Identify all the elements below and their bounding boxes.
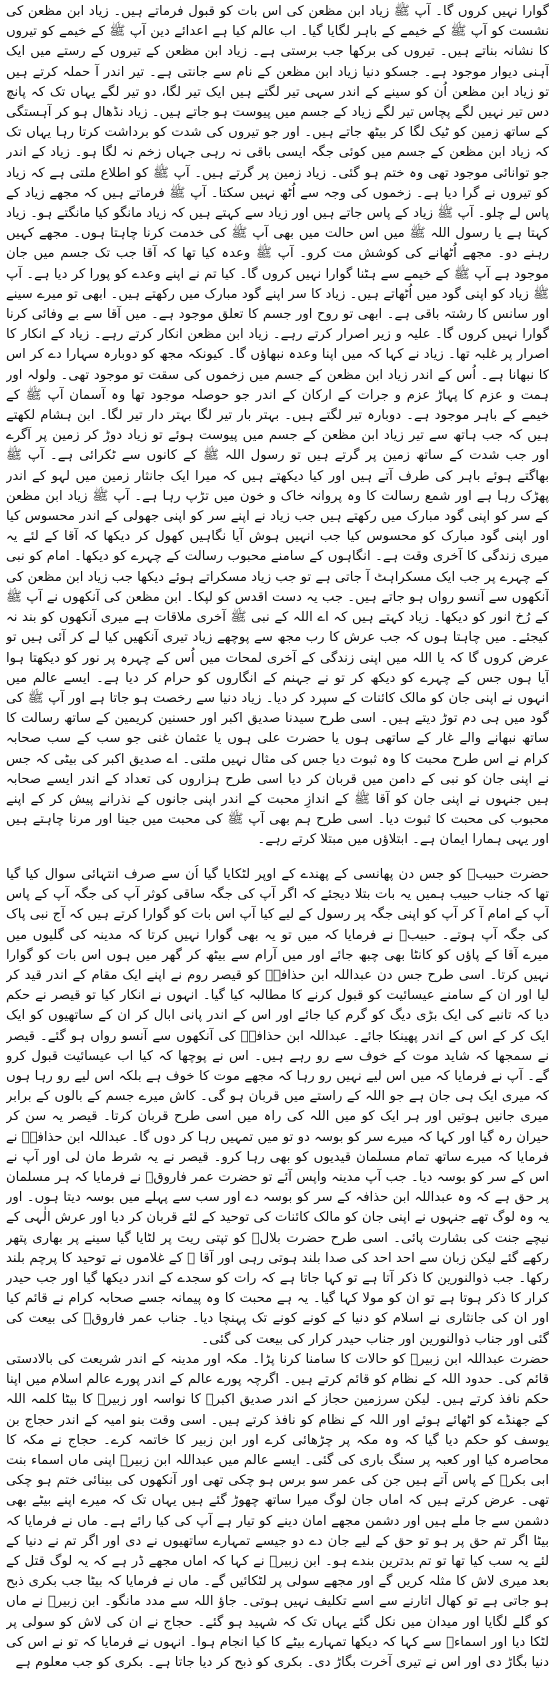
paragraph-3: حضرت عبداللہ ابن زبیرؓ کو حالات کا سامنا کرنا پڑا۔ مکہ اور مدینہ کے اندر شریعت کی بالادستی قائم کی۔ حدود اللہ کے نظام کو قائم کرتے ہیں۔ اگرچہ پورے عالم کے اندر پورے عالم اسلام میں اپنا حکم نافذ کرتے ہیں۔ لیکن سرزمین حجاز کے اندر صدیق اکبرؓ کا نواسہ اور زبیرؓ کا بیٹا کلمہ اللہ کے جھنڈے کو اٹھائے ہوئے اور اللہ کے نظام کو نافذ کرتے ہیں۔ اسی وقت بنو امیہ کے اندر حجاج بن یوسف کو حکم دیا گیا کہ وہ مکہ پر چڑھائی کرے اور ابن زبیر کا خاتمہ کرے۔ حجاج نے مکہ کا محاصرہ کیا اور کعبہ پر سنگ باری کی گئی۔ ایسے عالم میں عبداللہ ابن زبیرؓ اپنی ماں اسماء بنت ابی بکرؓ کے پاس آتے ہیں جن کی عمر سو برس ہو چکی تھی اور آنکھوں کی بینائی ختم ہو چکی تھی۔ عرض کرتے ہیں کہ اماں جان لوگ میرا ساتھ چھوڑ گئے ہیں یہاں تک کہ میرے اپنے بیٹے بھی دشمن سے جا ملے ہیں اور دشمن مجھے امان دینے کو تیار ہے آپ کی کیا رائے ہے۔ ماں نے فرمایا کہ بیٹا اگر تم حق پر ہو تو حق کے لیے جان دے دو جیسے تمہارے ساتھیوں نے دی اور اگر تم نے دنیا کے لئے یہ سب کیا تھا تو تم بدترین بندے ہو۔ ابن زبیرؓ نے کہا کہ اماں مجھے ڈر ہے کہ یہ لوگ قتل کے بعد میری لاش کا مثلہ کریں گے اور مجھے سولی پر لٹکائیں گے۔ ماں نے فرمایا کہ بیٹا جب بکری ذبح ہو جاتی ہے تو کھال اتارنے سے اسے تکلیف نہیں ہوتی۔ جاؤ اللہ سے مدد مانگو۔ ابن زبیرؓ نے ماں کو گلے لگایا اور میدان میں نکل گئے یہاں تک کہ شہید ہو گئے۔ حجاج نے ان کی لاش کو سولی پر لٹکا دیا اور اسماءؓ سے کہا کہ دیکھا تمہارے بیٹے کا کیا انجام ہوا۔ انہوں نے فرمایا کہ تو نے اس کی دنیا بگاڑ دی اور اس نے تیری آخرت بگاڑ دی۔ بکری کو ذبح کر دیا جاتا ہے۔ بکری کو جب معلوم ہے — [6, 1352, 549, 1671]
paragraph-2: حضرت حبیبؓ کو جس دن پھانسی کے پھندے کے اوپر لٹکایا گیا اُن سے صرف انتہائی سوال کیا گیا تھا کہ جناب حبیب ہمیں یہ بات بتلا دیجئے کہ اگر آپ کی جگہ ساقی کوثر آپ کی جگہ آپ کے پاس آپ کے امام آ کر آپ کو اپنی جگہ پر رسول کے لیے کیا آپ اس بات کو گوارا کرتے ہیں کہ آج نبی پاک کی جگہ آپ ہوتے۔ حبیبؓ نے فرمایا کہ میں تو یہ بھی گوارا نہیں کرتا کہ مدینہ کی گلیوں میں میرے آقا کے پاؤں کو کانٹا بھی چبھ جائے اور میں آرام سے بیٹھ کر گھر میں ہوں اس بات کو گوارا نہیں کرتا۔ اسی طرح جس دن عبداللہ ابن حذافہؓ کو قیصر روم نے اپنے ایک مقام کے اندر قید کر لیا اور ان کے سامنے عیسائیت کو قبول کرنے کا مطالبہ کیا گیا۔ انہوں نے انکار کیا تو قیصر نے حکم دیا کہ تانبے کی ایک بڑی دیگ کو گرم کیا جائے اور اس کے اندر پانی ابال کر ان کے ساتھیوں کو ایک ایک کر کے اس کے اندر پھینکا جائے۔ عبداللہ ابن حذافہؓ کی آنکھوں سے آنسو رواں ہو گئے۔ قیصر نے سمجھا کہ شاید موت کے خوف سے رو رہے ہیں۔ اس نے پوچھا کہ کیا اب عیسائیت قبول کرو گے۔ آپ نے فرمایا کہ میں اس لیے نہیں رو رہا کہ مجھے موت کا خوف ہے بلکہ اس لیے رو رہا ہوں کہ میری ایک ہی جان ہے جو اللہ کے راستے میں قربان ہو گی۔ کاش میرے جسم کے بالوں کے برابر میری جانیں ہوتیں اور ہر ایک کو میں اللہ کی راہ میں اسی طرح قربان کرتا۔ قیصر یہ سن کر حیران رہ گیا اور کہا کہ میرے سر کو بوسہ دو تو میں تمہیں رہا کر دوں گا۔ عبداللہ ابن حذافہؓ نے فرمایا کہ میرے ساتھ تمام مسلمان قیدیوں کو بھی رہا کرو۔ قیصر نے یہ شرط مان لی اور آپ نے اس کے سر کو بوسہ دیا۔ جب آپ مدینہ واپس آئے تو حضرت عمر فاروقؓ نے فرمایا کہ ہر مسلمان پر حق ہے کہ وہ عبداللہ ابن حذافہ کے سر کو بوسہ دے اور سب سے پہلے میں بوسہ دیتا ہوں۔ اور یہ وہ لوگ تھے جنہوں نے اپنی جان کو مالک کائنات کی توحید کے لئے قربان کر دیا اور عرش الٰہی کے نیچے جنت کی بشارت پائی۔ اسی طرح حضرت بلالؓ کو تپتی ریت پر لٹایا گیا سینے پر بھاری پتھر رکھے گئے لیکن زبان سے احد احد کی صدا بلند ہوتی رہی اور آقا ﷺ کے غلاموں نے توحید کا پرچم بلند رکھا۔ جب ذوالنورین کا ذکر آتا ہے تو کہا جاتا ہے کہ رات کو سجدے کے اندر دیکھا گیا اور جب حیدر کرار کا ذکر ہوتا ہے تو ان کو مولا کہا گیا۔ یہ ہے محبت کا وہ پیمانہ جسے صحابہ کرام نے قائم کیا اور ان کی جانثاری نے اسلام کو دنیا کے کونے کونے تک پہنچا دیا۔ جناب عمر فاروقؓ کی بیعت کی گئی اور جناب ذوالنورین اور جناب حیدر کرار کی بیعت کی گئی۔ — [6, 867, 549, 1347]
paragraph-1: گوارا نہیں کروں گا۔ آپ ﷺ زیاد ابن مظعن کی اس بات کو قبول فرماتے ہیں۔ زیاد ابن مظعن کی نشست کو آپ ﷺ کے خیمے کے باہر لگایا گیا۔ اب عالم کیا ہے اعدائے دین آپ ﷺ کے خیمے کو تیروں کا نشانہ بناتے ہیں۔ تیروں کی برکھا جب برستی ہے۔ زیاد ابن مظعن کے تیروں کے رستے میں ایک آہنی دیوار موجود ہے۔ جسکو دنیا زیاد ابن مظعن کے نام سے جانتی ہے۔ تیر اندر آ حملہ کرتے ہیں تو زیاد ابن مظعن اُن کو سینے کے اندر سہی تیر لگتے ہیں ایک تیر لگا، دو تیر لگے یہاں تک کہ پانچ دس تیر نہیں لگے پچاس تیر لگے زیاد کے جسم میں پیوست ہو جاتے ہیں۔ زیاد نڈھال ہو کر آہستگی کے ساتھ زمین کو ٹیک لگا کر بیٹھ جاتے ہیں۔ اور جو تیروں کی شدت کو برداشت کرتا رہا یہاں تک کہ زیاد ابن مظعن کے جسم میں کوئی جگہ ایسی باقی نہ رہی جہاں زخم نہ لگا ہو۔ زیاد کے اندر جو توانائی موجود تھی وہ ختم ہو گئی۔ زیاد زمین پر گرتے ہیں۔ آپ ﷺ کو اطلاع ملتی ہے کہ زیاد کو تیروں نے گرا دیا ہے۔ زخموں کی وجہ سے اُٹھ نہیں سکتا۔ آپ ﷺ فرماتے ہیں کہ مجھے زیاد کے پاس لے چلو۔ آپ ﷺ زیاد کے پاس جاتے ہیں اور زیاد سے کہتے ہیں کہ زیاد مانگو کیا مانگتے ہو۔ زیاد کہتا ہے یا رسول اللہ ﷺ میں اس حالت میں بھی آپ ﷺ کی خدمت کرنا چاہتا ہوں۔ مجھے کہیں رہنے دو۔ مجھے اُٹھانے کی کوشش مت کرو۔ آپ ﷺ وعدہ کیا تھا کہ آقا جب تک جسم میں جان موجود ہے آپ ﷺ کے خیمے سے ہٹنا گوارا نہیں کروں گا۔ کیا تم نے اپنے وعدے کو پورا کر دیا ہے۔ آپ ﷺ زیاد کو اپنی گود میں اُٹھاتے ہیں۔ زیاد کا سر اپنے گود مبارک میں رکھتے ہیں۔ ابھی تو میرے سینے اور سانس کا رشتہ باقی ہے۔ ابھی تو روح اور جسم کا تعلق موجود ہے۔ میں آقا سے بے وفائی کرنا گوارا نہیں کروں گا۔ علیہ و زیر اصرار کرتے رہے۔ زیاد ابن مظعن انکار کرتے رہے۔ زیاد کے انکار کا اصرار پر غلبہ تھا۔ زیاد نے کہا کہ میں اپنا وعدہ نبھاؤں گا۔ کیونکہ مجھ کو دوبارہ سہارا دے کر اس کا نبھانا ہے۔ اُس کے اندر زیاد ابن مظعن کے جسم میں زخموں کی سقت تو موجود تھی۔ ولولہ اور ہمت و عزم کا پہاڑ عزم و جرات کے ارکان کے اندر جو حوصلہ موجود تھا وہ آسمان آپ ﷺ کے خیمے کے باہر موجود ہے۔ دوبارہ تیر لگتے ہیں۔ بہتر بار تیر لگا بہتر دار تیر لگا۔ ابن ہشام لکھتے ہیں کہ جب ہاتھ سے تیر زیاد ابن مظعن کے جسم میں پیوست ہوئے تو زیاد دوڑ کر زمین پر آگرے اور جب شدت کے ساتھ زمین پر گرتے ہیں تو رسول اللہ ﷺ کے کانوں سے ٹکرائی ہے۔ آپ ﷺ بھاگتے ہوئے باہر کی طرف آتے ہیں اور کیا دیکھتے ہیں کہ میرا ایک جانثار زمین میں لہو کے اندر پھڑک رہا ہے اور شمع رسالت کا وہ پروانہ خاک و خون میں تڑپ رہا ہے۔ آپ ﷺ زیاد ابن مظعن کے سر کو اپنی گود مبارک میں رکھتے ہیں جب زیاد نے اپنے سر کو اپنی جھولی کے اندر محسوس کیا اور اپنی گود مبارک کو محسوس کیا جب انہیں ہوش آیا نگاہیں کھول کر دیکھا کہ آقا کے لئے یہ میری زندگی کا آخری وقت ہے۔ انگاہوں کے سامنے محبوب رسالت کے چہرے کو دیکھا۔ امام کو نبی کے چہرے پر جب ایک مسکراہٹ آ جاتی ہے تو جب زیاد مسکراتے ہوئے دیکھا جب زیاد ابن مظعن کی آنکھوں سے آنسو رواں ہو جاتے ہیں۔ جب یہ دست اقدس کو لپکا۔ ابن مظعن کی آنکھوں نے آپ ﷺ کے رُخ انور کو دیکھا۔ زیاد کہتے ہیں کہ اے اللہ کے نبی ﷺ آخری ملاقات ہے میری آنکھوں کو بند نہ کیجئے۔ میں چاہتا ہوں کہ جب عرش کا رب مجھ سے پوچھے زیاد تیری آنکھیں کیا لے کر آئی ہیں تو عرض کروں گا کہ یا اللہ میں اپنی زندگی کے آخری لمحات میں اُس کے چہرہ پر نور کو دیکھتا ہوا آیا ہوں جس کے چہرے کو دیکھ کر تو نے جہنم کے انگاروں کو حرام کر دیا ہے۔ ایسے عالم میں انہوں نے اپنی جان کو مالک کائنات کے سپرد کر دیا۔ زیاد دنیا سے رخصت ہو جاتا ہے اور آپ ﷺ کی گود میں ہی دم توڑ دیتے ہیں۔ اسی طرح سیدنا صدیق اکبر اور حسنین کریمین کے ساتھ رسالت کا ساتھ نبھانے والے غار کے ساتھی ہوں یا حضرت علی ہوں یا عثمان غنی جو سب کے سب صحابہ کرام نے اس طرح محبت کا وہ ثبوت دیا جس کی مثال نہیں ملتی۔ اے صدیق اکبر کی بیٹی کہ جس نے اپنی جان کو نبی کے دامن میں قربان کر دیا اسی طرح ہزاروں کی تعداد کے اندر ایسے صحابہ ہیں جنہوں نے اپنی جان کو آقا ﷺ کے اندازِ محبت کے اندر اپنی جانوں کے نذرانے پیش کر کے اپنے محبوب کی محبت کا ثبوت دیا۔ اسی طرح ہم بھی آپ ﷺ کی محبت میں جینا اور مرنا چاہتے ہیں اور یہی ہمارا ایمان ہے۔ ابتلاؤں میں مبتلا کرتے رہے۔ — [6, 4, 549, 848]
